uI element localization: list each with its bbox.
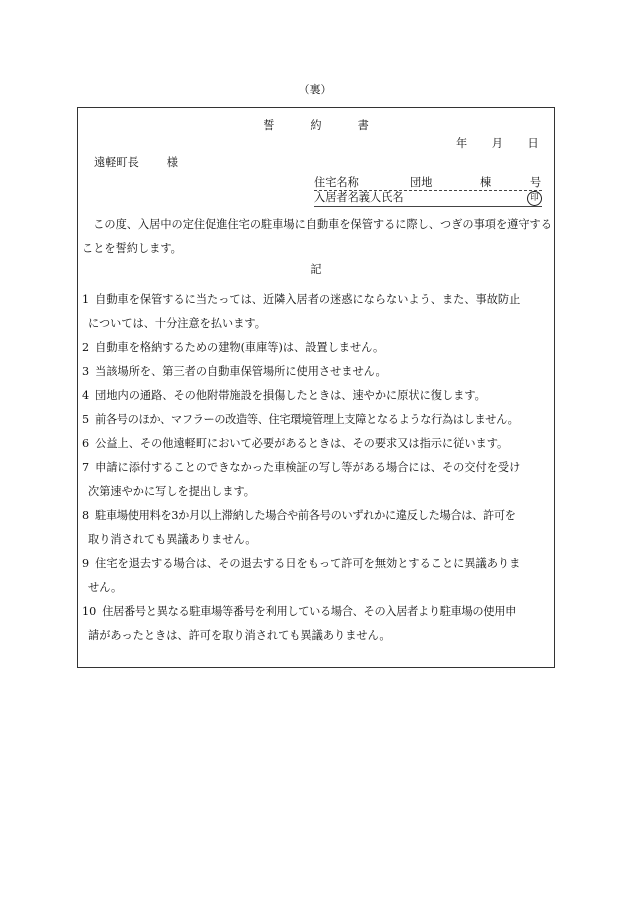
item-number: 6 — [82, 437, 90, 450]
addressee — [94, 155, 178, 171]
list-item — [82, 288, 552, 336]
list-item — [82, 552, 552, 600]
item-text: 駐車場使用料を3か月以上滞納した場合や前各号のいずれかに違反した場合は、許可を — [95, 509, 516, 522]
date-month-label: 月 — [491, 137, 503, 150]
item-number: 4 — [82, 389, 90, 402]
item-text-continued: 請があったときは、許可を取り消されても異議ありません。 — [88, 629, 391, 642]
item-number: 7 — [82, 461, 90, 474]
addressee-honorific: 様 — [166, 156, 178, 169]
housing-name-field[interactable] — [314, 175, 542, 191]
pledge-items — [82, 288, 552, 648]
item-text: 自動車を格納するための建物(車庫等)は、設置しません。 — [95, 341, 385, 354]
item-number: 5 — [82, 413, 90, 426]
item-text: 当該場所を、第三者の自動車保管場所に使用させません。 — [95, 365, 387, 378]
item-text-continued: せん。 — [88, 581, 123, 594]
addressee-name: 遠軽町長 — [94, 156, 139, 169]
list-item — [82, 600, 552, 648]
date-year-label: 年 — [456, 137, 468, 150]
list-item — [82, 456, 552, 504]
title-char: 誓 — [263, 119, 275, 132]
ki-heading: 記 — [310, 263, 322, 276]
list-item — [82, 384, 552, 408]
date-line — [456, 136, 539, 152]
item-text-continued: 取り消されても異議ありません。 — [88, 533, 257, 546]
item-text: 自動車を保管するに当たっては、近隣入居者の迷惑にならないよう、また、事故防止 — [95, 293, 521, 306]
seal-mark: 印 — [527, 191, 542, 206]
item-text: 申請に添付することのできなかった車検証の写し等がある場合には、その交付を受け — [95, 461, 521, 474]
item-text: 住宅を退去する場合は、その退去する日をもって許可を無効とすることに異議ありま — [95, 557, 521, 570]
housing-danchi-label: 団地 — [410, 176, 433, 189]
list-item — [82, 360, 552, 384]
title-char: 約 — [310, 119, 322, 132]
item-number: 9 — [82, 557, 90, 570]
date-day-label: 日 — [527, 137, 539, 150]
item-text: 公益上、その他遠軽町において必要があるときは、その要求又は指示に従います。 — [95, 437, 509, 450]
item-text: 住居番号と異なる駐車場等番号を利用している場合、その入居者より駐車場の使用申 — [102, 605, 516, 618]
housing-gou-label: 号 — [530, 176, 542, 189]
item-text: 団地内の通路、その他附帯施設を損傷したときは、速やかに原状に復します。 — [95, 389, 486, 402]
list-item — [82, 432, 552, 456]
item-number: 3 — [82, 365, 90, 378]
page-side-label: （裏） — [298, 83, 332, 96]
item-text-continued: については、十分注意を払います。 — [88, 317, 266, 330]
item-text-continued: 次第速やかに写しを提出します。 — [88, 485, 255, 498]
list-item — [82, 504, 552, 552]
item-text: 前各号のほか、マフラーの改造等、住宅環境管理上支障となるような行為はしません。 — [95, 413, 519, 426]
resident-name-field[interactable] — [314, 190, 542, 207]
item-number: 2 — [82, 341, 90, 354]
pledge-form — [77, 107, 555, 668]
form-title — [78, 118, 554, 134]
title-char: 書 — [357, 119, 369, 132]
item-number: 8 — [82, 509, 90, 522]
list-item — [82, 336, 552, 360]
housing-name-label: 住宅名称 — [314, 176, 359, 189]
item-number: 1 — [82, 293, 90, 306]
item-number: 10 — [82, 605, 97, 618]
intro-paragraph: この度、入居中の定住促進住宅の駐車場に自動車を保管するに際し、つぎの事項を遵守することを誓約します。 — [82, 218, 552, 255]
list-item — [82, 408, 552, 432]
resident-name-label: 入居者名義人氏名 — [314, 191, 404, 204]
housing-tou-label: 棟 — [480, 176, 492, 189]
